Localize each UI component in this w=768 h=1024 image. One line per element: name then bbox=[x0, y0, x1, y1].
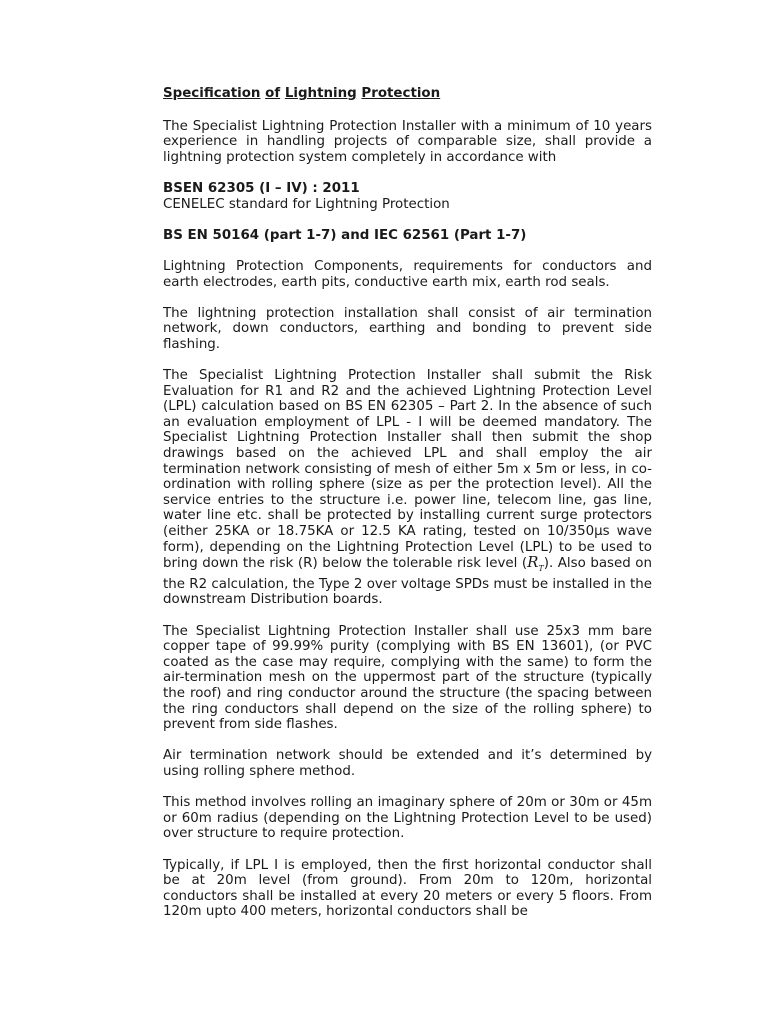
tolerable-risk-symbol bbox=[527, 553, 544, 574]
air-network-paragraph: Air termination network should be extended and it’s determined by using rolling sphere method. bbox=[163, 748, 652, 779]
standard-heading-bs-en-50164: BS EN 50164 (part 1-7) and IEC 62561 (Part 1-7) bbox=[163, 227, 527, 243]
title-word-protection: Protection bbox=[361, 86, 441, 101]
standard-heading-bsen-62305: BSEN 62305 (I – IV) : 2011 bbox=[163, 180, 360, 196]
risk-text-part1: The Specialist Lightning Protection Installer shall submit the Risk Evaluation for R1 and R2 and the achieved Lightning Protection Level (LPL) calculation based on BS EN 62305 – Part 2. In the absence of such an evaluation employment of LPL - I will be deemed mandatory. The Specialist Lightning Protection Installer shall then submit the shop drawings based on the achieved LPL and shall employ the air termination network consisting of mesh of either 5m x 5m or less, in co-ordination with rolling sphere (size as per the protection level). All the service entries to the structure i.e. power line, telecom line, gas line, water line etc. shall be protected by installing current surge protectors (either 25KA or 18.75KA or 12.5 KA rating, tested on 10/350μs wave form), depending on the Lightning Protection Level (LPL) to be used to bring down the risk (R) below the tolerable risk level ( bbox=[163, 368, 652, 572]
risk-symbol-subscript: T bbox=[538, 564, 544, 574]
document-title bbox=[163, 86, 652, 102]
risk-evaluation-paragraph bbox=[163, 368, 652, 608]
standard-bsen-62305 bbox=[163, 181, 652, 212]
title-word-specification: Specification bbox=[163, 86, 261, 101]
title-word-of: of bbox=[265, 86, 281, 101]
rolling-sphere-paragraph: This method involves rolling an imaginary sphere of 20m or 30m or 45m or 60m radius (depending on the Lightning Protection Level to be used) over structure to require protection. bbox=[163, 795, 652, 842]
installation-paragraph: The lightning protection installation shall consist of air termination network, down conductors, earthing and bonding to prevent side flashing. bbox=[163, 305, 652, 352]
risk-symbol-letter: R bbox=[527, 553, 539, 572]
standard-subtitle-cenelec: CENELEC standard for Lightning Protection bbox=[163, 196, 450, 212]
components-paragraph: Lightning Protection Components, requirements for conductors and earth electrodes, earth pits, conductive earth mix, earth rod seals. bbox=[163, 258, 652, 290]
page-cutoff bbox=[0, 930, 768, 1024]
document-body bbox=[163, 86, 652, 935]
copper-tape-paragraph: The Specialist Lightning Protection Installer shall use 25x3 mm bare copper tape of 99.99% purity (complying with BS EN 13601), (or PVC coated as the case may require, complying with the same) to form the air-termination mesh on the uppermost part of the structure (typically the roof) and ring conductor around the structure (the spacing between the ring conductors shall depend on the size of the rolling sphere) to prevent from side flashes. bbox=[163, 623, 652, 733]
risk-text-part2: ). Also based on the R2 calculation, the Type 2 over voltage SPDs must be installed in the downstream Distribution boards. bbox=[163, 556, 652, 608]
standard-bs-en-50164 bbox=[163, 228, 652, 244]
title-word-lightning: Lightning bbox=[284, 86, 357, 101]
intro-paragraph: The Specialist Lightning Protection Installer with a minimum of 10 years experience in handling projects of comparable size, shall provide a lightning protection system completely in accordance with bbox=[163, 118, 652, 165]
horizontal-conductors-paragraph: Typically, if LPL I is employed, then the first horizontal conductor shall be at 20m level (from ground). From 20m to 120m, horizontal conductors shall be installed at every 20 meters or every 5 floors. From 120m upto 400 meters, horizontal conductors shall be bbox=[163, 857, 652, 920]
